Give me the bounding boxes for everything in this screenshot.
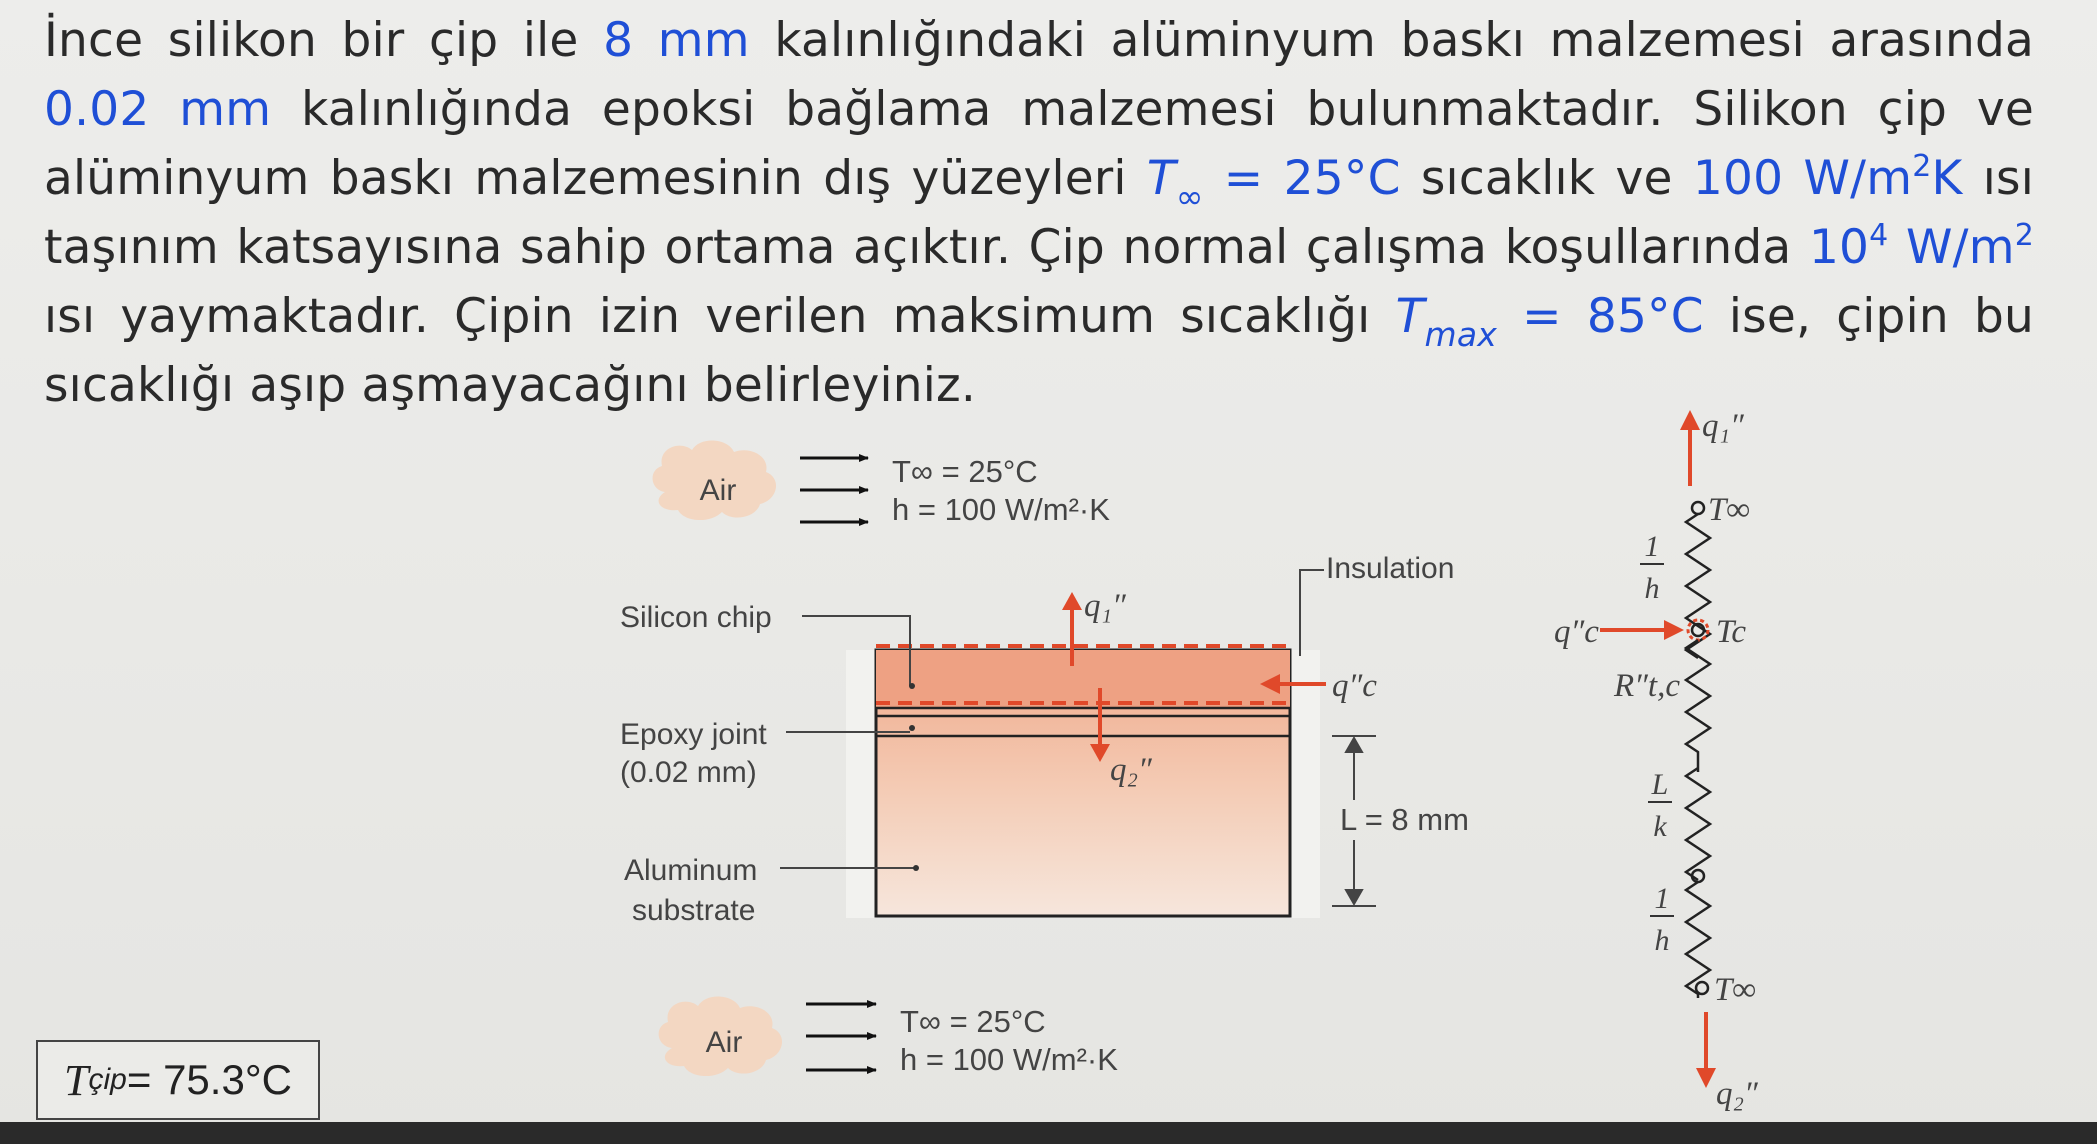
convection-coefficient: 100 $W/m^2K$ — [1692, 149, 1963, 206]
circuit-tinf-top: T∞ — [1708, 492, 1750, 528]
aluminum-thickness: 8 mm — [603, 13, 750, 68]
circuit-rtc: R″t,c — [1614, 668, 1680, 704]
air-bottom-h: h = 100 W/m²·K — [900, 1042, 1118, 1077]
resistor-contact — [1686, 640, 1710, 772]
air-bottom-label: Air — [705, 1026, 743, 1059]
L-label: L = 8 mm — [1340, 802, 1469, 837]
air-top-label: Air — [699, 474, 737, 507]
thermal-circuit — [1554, 408, 1759, 1112]
air-top-arrows — [800, 458, 868, 522]
resistor-conduction — [1686, 768, 1710, 880]
epoxy-thickness-label: (0.02 mm) — [620, 756, 757, 789]
q1-label: q₁″ — [1084, 588, 1126, 624]
circuit-h-top: h — [1644, 572, 1660, 605]
problem-statement: İnce silikon bir çip ile 8 mm kalınlığındaki alüminyum baskı malzemesi arasında 0.02 mm kalınlığında epoksi bağlama malzemesi bulunmaktadır. Silikon çip ve alüminyum baskı malzemesinin dış yüzeyleri $T_\infty = 25^\circ C$ sıcaklık ve 100 $W/m^2K$ ısı taşınım katsayısına sahip ortama açıktır. Çip normal çalışma koşullarında $10^4$ $W/m^2$ ısı yaymaktadır. Çipin izin verilen maksimum sıcaklığı $T_{max} = 85^\circ C$ ise, çipin bu sıcaklığı aşıp aşmayacağını belirleyiniz. — [44, 13, 2034, 413]
air-bottom-cloud — [659, 996, 782, 1076]
air-bottom-tinf: T∞ = 25°C — [900, 1004, 1046, 1039]
circuit-one-top: 1 — [1644, 530, 1660, 563]
aluminum-label: Aluminum — [624, 854, 758, 887]
air-bottom-arrows — [806, 1004, 876, 1070]
substrate-block — [876, 646, 1290, 916]
node-tinf-bottom — [1696, 982, 1708, 994]
circuit-L: L — [1651, 768, 1669, 801]
substrate-label: substrate — [632, 894, 756, 927]
qc-label: q″c — [1332, 668, 1377, 704]
air-top-cloud — [653, 440, 776, 520]
circuit-qc: q″c — [1554, 614, 1599, 650]
air-top-h: h = 100 W/m²·K — [892, 492, 1110, 527]
insulation-label: Insulation — [1326, 552, 1455, 585]
bottom-bezel — [0, 1122, 2097, 1144]
epoxy-joint-label: Epoxy joint — [620, 718, 767, 751]
resistor-conv-bottom — [1686, 882, 1710, 998]
q2-label: q₂″ — [1110, 752, 1152, 788]
max-temperature: $T_{max} = 85^\circ C$ — [1395, 289, 1704, 354]
circuit-q2: q₂″ — [1716, 1076, 1758, 1112]
circuit-tinf-bottom: T∞ — [1714, 972, 1756, 1008]
circuit-one-bottom: 1 — [1654, 882, 1670, 915]
silicon-chip-label: Silicon chip — [620, 601, 772, 634]
answer-box: T çip = 75.3°C — [36, 1040, 320, 1120]
node-tinf-top — [1692, 502, 1704, 514]
air-top-tinf: T∞ = 25°C — [892, 454, 1038, 489]
circuit-q1: q₁″ — [1702, 408, 1744, 444]
circuit-tc: Tc — [1716, 614, 1746, 650]
heat-flux: $10^4$ $W/m^2$ — [1808, 218, 2034, 275]
epoxy-thickness: 0.02 mm — [44, 82, 272, 137]
ambient-temperature: $T_\infty = 25^\circ C$ — [1146, 151, 1401, 216]
circuit-k: k — [1653, 810, 1667, 843]
circuit-h-bottom: h — [1654, 924, 1670, 957]
